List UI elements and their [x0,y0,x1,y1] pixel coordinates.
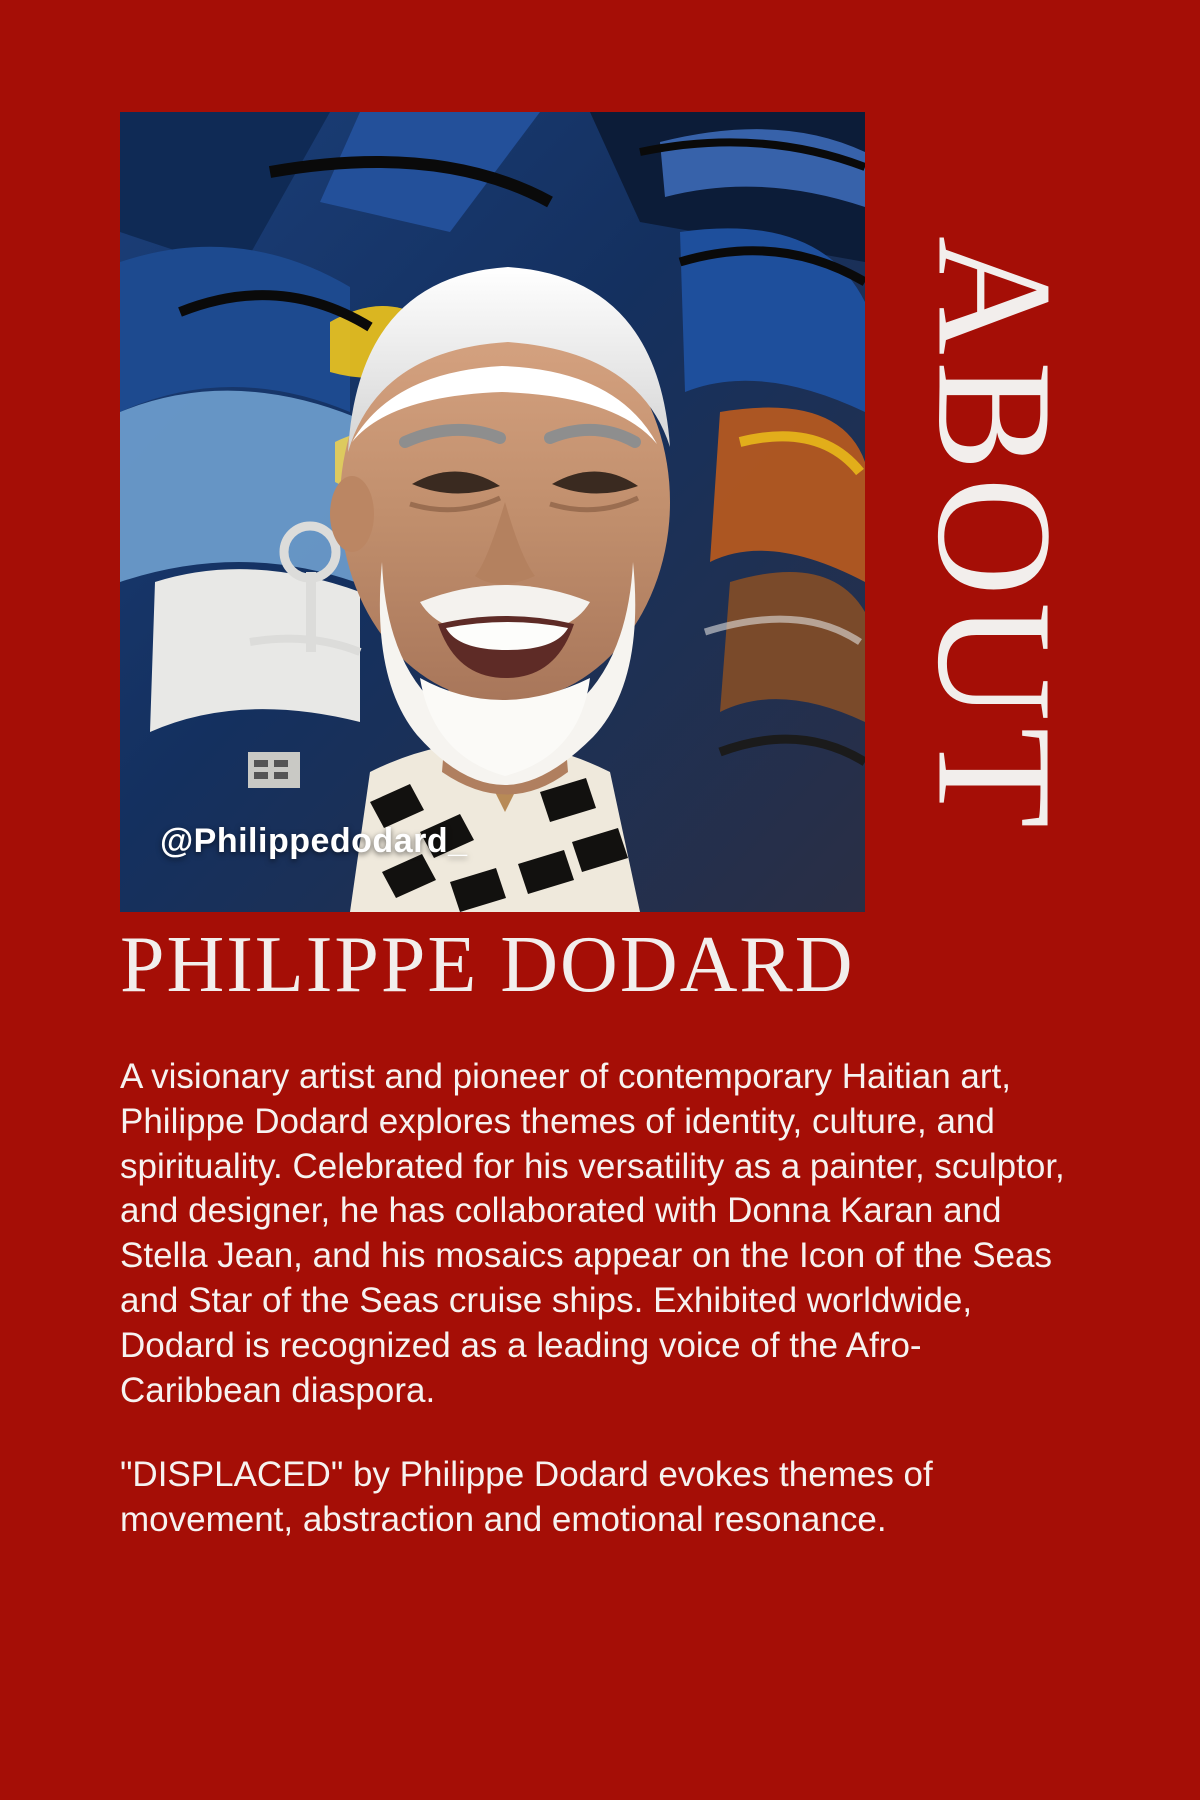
about-heading: ABOUT [903,235,1087,835]
artist-name: PHILIPPE DODARD [120,921,855,1009]
section-label-vertical [905,140,1085,930]
portrait-illustration [120,112,865,912]
about-paragraph-2: "DISPLACED" by Philippe Dodard evokes themes of movement, abstraction and emotional resonance. [120,1455,933,1540]
instagram-handle: @Philippedodard_ [160,822,468,860]
artist-portrait-photo [120,112,865,912]
about-paragraph-1: A visionary artist and pioneer of contemporary Haitian art, Philippe Dodard explores themes of identity, culture, and spirituality. Celebrated for his versatility as a painter, sculptor, and designer, he has collaborated with Donna Karan and Stella Jean, and his mosaics appear on the Icon of the Seas and Star of the Seas cruise ships. Exhibited worldwide, Dodard is recognized as a leading voice of the Afro-Caribbean diaspora. [120,1057,1065,1410]
about-body-copy [120,1055,1070,1543]
